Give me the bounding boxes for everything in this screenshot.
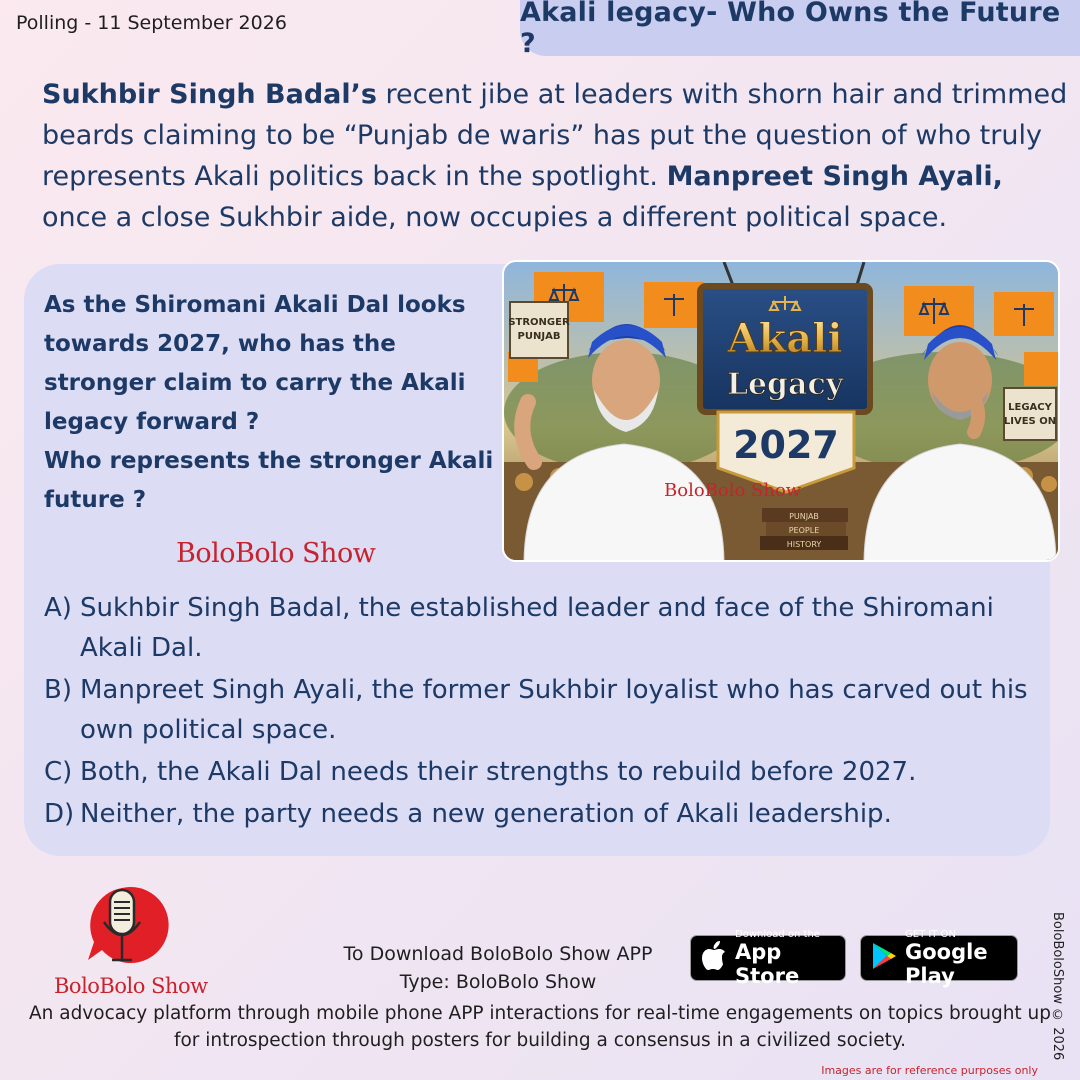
poll-date: Polling - 11 September 2026 <box>16 12 287 34</box>
option-c-letter: C) <box>44 757 73 787</box>
option-d[interactable] <box>44 794 1034 834</box>
placard-right-line1: LEGACY <box>1008 402 1052 413</box>
placard-left-line2: PUNJAB <box>517 331 561 342</box>
option-b[interactable] <box>44 670 1034 750</box>
download-line-2: Type: BoloBolo Show <box>399 971 597 993</box>
poll-question <box>44 286 494 520</box>
intro-paragraph <box>42 74 1072 238</box>
app-store-button[interactable] <box>690 928 846 988</box>
placard-right-line2: LIVES ON <box>1003 416 1057 427</box>
poster-image <box>502 260 1060 562</box>
poll-options <box>44 588 1034 836</box>
poster-title-legacy: Legacy <box>726 367 844 402</box>
intro-name-sukhbir: Sukhbir Singh Badal’s <box>42 79 377 110</box>
image-disclaimer: Images are for reference purposes only <box>821 1064 1038 1077</box>
option-c[interactable] <box>44 752 1034 792</box>
option-a[interactable] <box>44 588 1034 668</box>
copyright-notice: BoloBoloShow © 2026 <box>1050 912 1065 1061</box>
play-triangle-icon <box>871 942 897 974</box>
option-d-letter: D) <box>44 799 75 829</box>
poster-book-1: PUNJAB <box>789 512 819 521</box>
option-c-text: Both, the Akali Dal needs their strengths to rebuild before 2027. <box>80 757 917 787</box>
intro-name-ayali: Manpreet Singh Ayali, <box>666 161 1003 192</box>
placard-left-line1: STRONGER <box>508 317 570 328</box>
option-b-letter: B) <box>44 675 72 705</box>
download-line-1: To Download BoloBolo Show APP <box>343 943 653 965</box>
platform-tagline: An advocacy platform through mobile phone APP interactions for real-time engagements on topics brought up for introspection through posters for building a consensus in a civilized society. <box>28 1003 1052 1051</box>
logo-wordmark: BoloBolo Show <box>54 974 208 998</box>
poster-book-2: PEOPLE <box>788 526 820 535</box>
google-play-label: Google Play <box>905 939 988 988</box>
intro-text-1: recent jibe at leaders with shorn hair and trimmed beards claiming to be “Punjab de waris” has put the question of who truly represents Akali politics back in the spotlight. <box>42 79 1068 192</box>
poster-title-akali: Akali <box>727 315 843 362</box>
poster-year: 2027 <box>733 423 839 467</box>
app-store-label: App Store <box>735 939 800 988</box>
option-d-text: Neither, the party needs a new generation of Akali leadership. <box>80 799 892 829</box>
poster-book-3: HISTORY <box>786 540 822 549</box>
download-instructions <box>318 940 678 996</box>
app-store-small-label: Download on the <box>735 928 820 940</box>
intro-text-2: once a close Sukhbir aide, now occupies a different political space. <box>42 202 948 233</box>
google-play-small-label: GET IT ON <box>905 928 956 940</box>
apple-icon <box>701 941 727 975</box>
question-main: As the Shiromani Akali Dal looks towards 2027, who has the stronger claim to carry the Akali legacy forward ? <box>44 292 466 435</box>
poster-watermark: BoloBolo Show <box>664 480 802 501</box>
option-a-letter: A) <box>44 593 72 623</box>
question-secondary: Who represents the stronger Akali future ? <box>44 448 494 513</box>
option-b-text: Manpreet Singh Ayali, the former Sukhbir loyalist who has carved out his own political space. <box>80 675 1028 745</box>
poll-title: Akali legacy- Who Owns the Future ? <box>520 0 1080 56</box>
google-play-button[interactable] <box>860 928 1018 988</box>
option-a-text: Sukhbir Singh Badal, the established leader and face of the Shiromani Akali Dal. <box>80 593 994 663</box>
brand-wordmark: BoloBolo Show <box>176 538 376 569</box>
